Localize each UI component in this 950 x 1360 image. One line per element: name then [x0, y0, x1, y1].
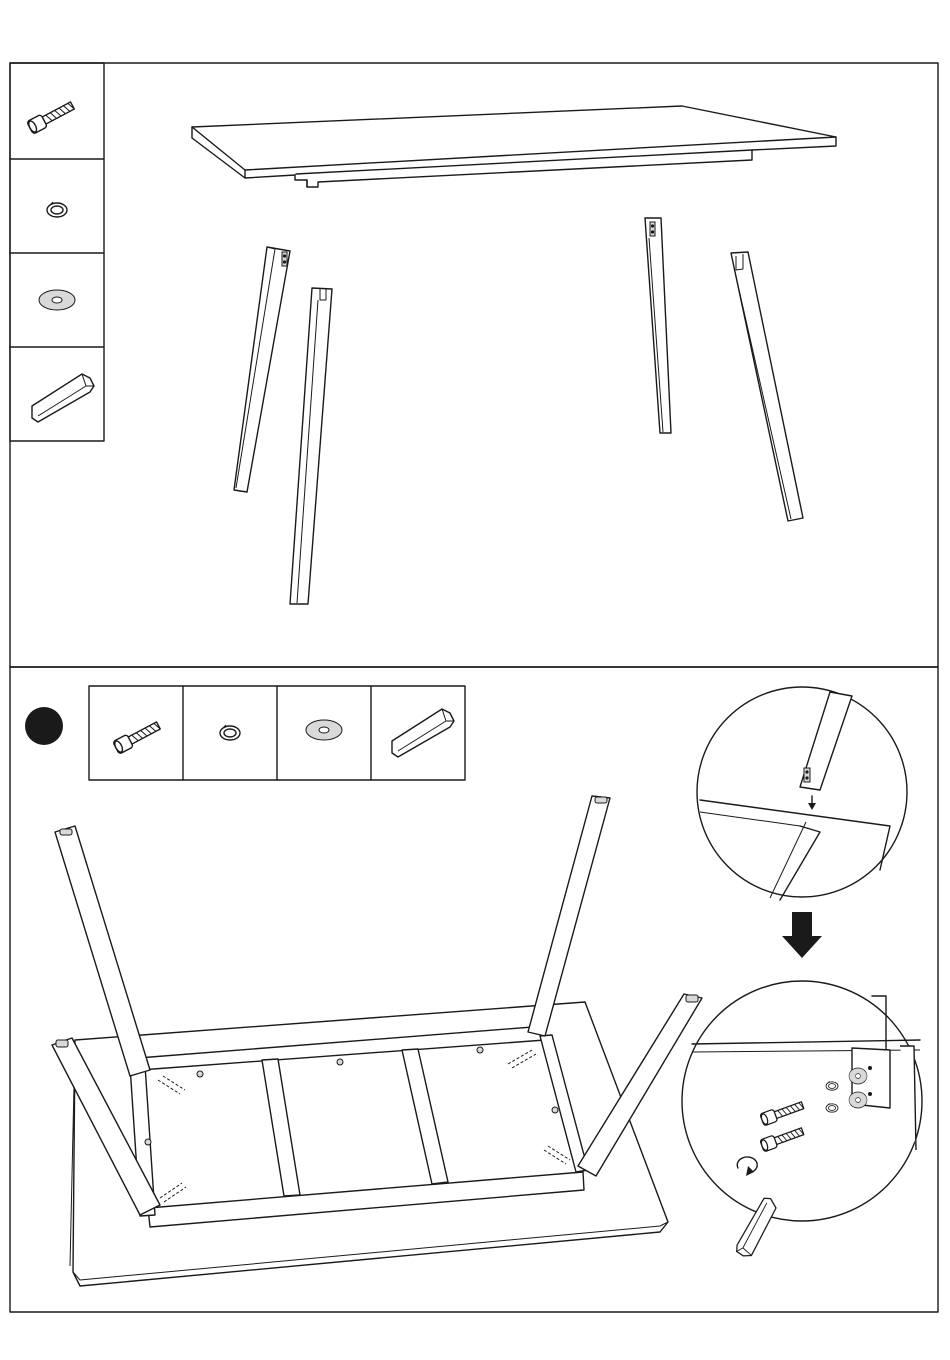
- allen-key-icon: [32, 374, 94, 422]
- step-badge: [25, 707, 63, 745]
- bolt-icon: [113, 719, 162, 754]
- allen-key-icon: [392, 709, 454, 757]
- table-top-illustration: [192, 106, 836, 187]
- leg-back-right: [731, 252, 803, 521]
- bottom-panel: [10, 667, 938, 1312]
- leg-front-right: [290, 288, 332, 604]
- leg-back-left: [645, 218, 671, 433]
- parts-legend-row: [89, 686, 465, 780]
- allen-key-icon: [720, 1196, 790, 1261]
- flat-washer-icon: [39, 290, 75, 310]
- upside-down-table: [52, 796, 702, 1286]
- spring-washer-icon: [47, 202, 67, 217]
- leg-front-left: [234, 247, 290, 492]
- detail-leg-insertion: [697, 687, 907, 900]
- spring-washer-icon: [220, 725, 240, 740]
- top-panel: [10, 63, 938, 667]
- detail-bolting: [682, 981, 922, 1261]
- parts-legend-column: [10, 63, 104, 441]
- arrow-down-icon: [782, 912, 822, 958]
- leg-back-right: [528, 796, 610, 1036]
- bolt-icon: [27, 99, 76, 134]
- flat-washer-icon: [306, 720, 342, 740]
